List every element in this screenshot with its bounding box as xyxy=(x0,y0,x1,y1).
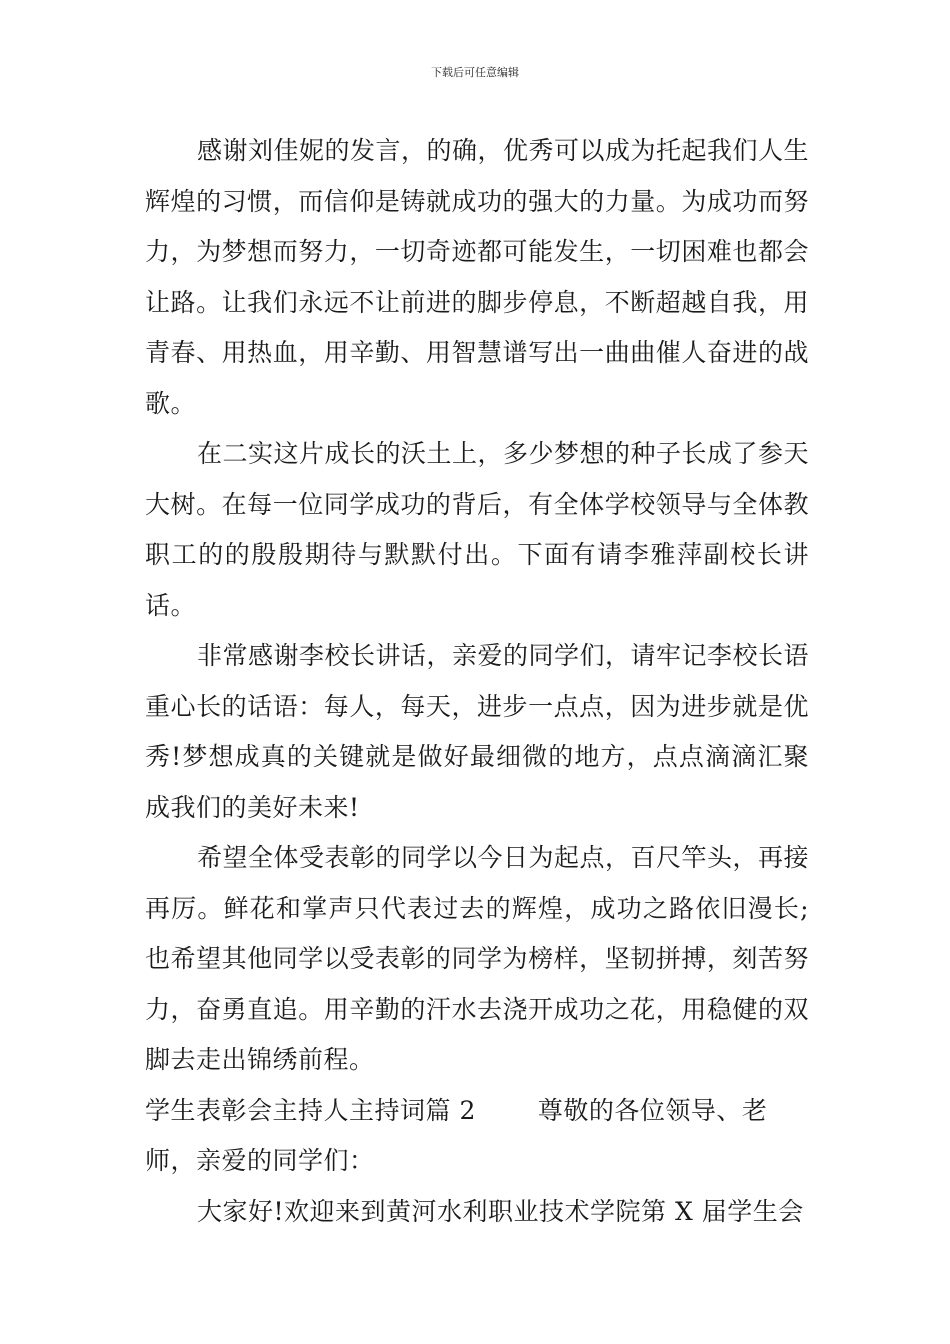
page-header-note: 下载后可任意编辑 xyxy=(431,66,519,79)
section-2-title: 学生表彰会主持人主持词篇 2 xyxy=(145,1095,476,1125)
section-2-greeting: 尊敬的各位领导、老师，亲爱的同学们： xyxy=(145,1095,768,1175)
section-2-heading xyxy=(145,1086,809,1187)
paragraph-2: 在二实这片成长的沃土上，多少梦想的种子长成了参天大树。在每一位同学成功的背后，有全体学校领导与全体教职工的的殷殷期待与默默付出。下面有请李雅萍副校长讲话。 xyxy=(145,439,810,620)
document-body xyxy=(145,126,809,1237)
paragraph-5: 大家好!欢迎来到黄河水利职业技术学院第 X 届学生会 xyxy=(197,1196,804,1226)
paragraph-1: 感谢刘佳妮的发言，的确，优秀可以成为托起我们人生辉煌的习惯，而信仰是铸就成功的强大的力量。为成功而努力，为梦想而努力，一切奇迹都可能发生，一切困难也都会让路。让我们永远不让前进的脚步停息，不断超越自我，用青春、用热血，用辛勤、用智慧谱写出一曲曲催人奋进的战歌。 xyxy=(145,136,810,418)
paragraph-4: 希望全体受表彰的同学以今日为起点，百尺竿头，再接再厉。鲜花和掌声只代表过去的辉煌，成功之路依旧漫长;也希望其他同学以受表彰的同学为榜样，坚韧拼搏，刻苦努力，奋勇直追。用辛勤的汗水去浇开成功之花，用稳健的双脚去走出锦绣前程。 xyxy=(145,843,810,1074)
paragraph-3: 非常感谢李校长讲话，亲爱的同学们，请牢记李校长语重心长的话语：每人，每天，进步一点点，因为进步就是优秀!梦想成真的关键就是做好最细微的地方，点点滴滴汇聚成我们的美好未来! xyxy=(145,641,810,822)
